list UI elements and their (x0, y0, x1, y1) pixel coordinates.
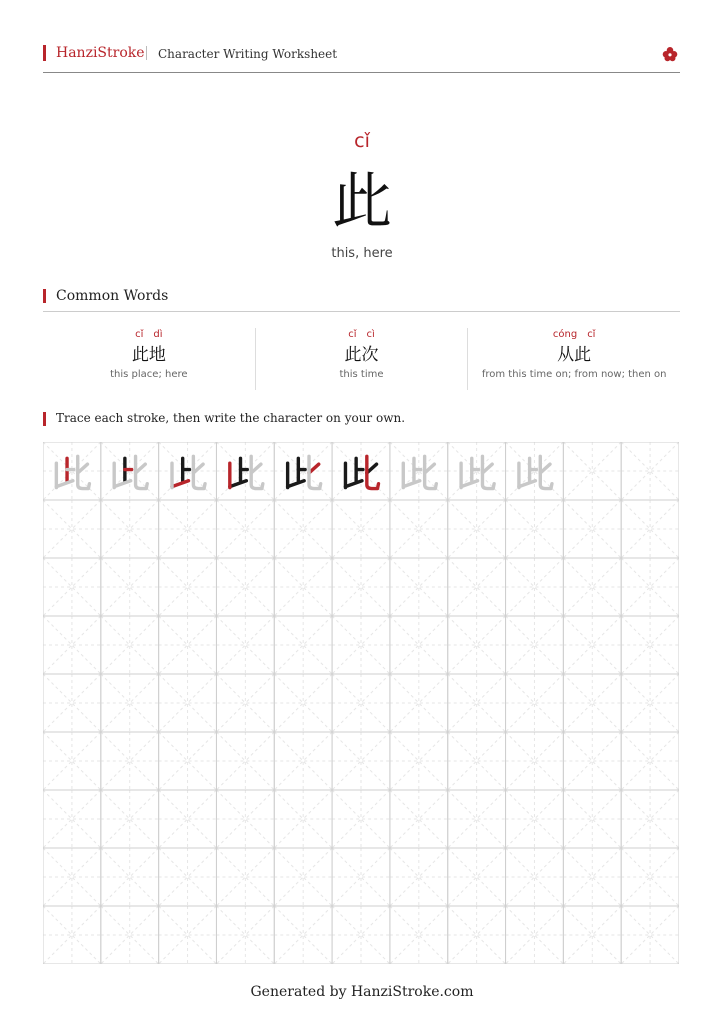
practice-cell[interactable] (448, 616, 506, 674)
practice-cell[interactable] (216, 674, 274, 732)
practice-cell[interactable] (506, 500, 564, 558)
practice-cell[interactable] (274, 558, 332, 616)
practice-cell[interactable] (274, 906, 332, 964)
practice-cell[interactable] (390, 616, 448, 674)
practice-cell[interactable] (506, 848, 564, 906)
practice-cell[interactable] (159, 732, 217, 790)
practice-cell[interactable] (274, 442, 332, 500)
word-item (43, 328, 255, 390)
practice-cell[interactable] (506, 616, 564, 674)
syllable-pinyin: dì (153, 329, 163, 340)
practice-cell[interactable] (159, 848, 217, 906)
word-hanzi: 从此 (557, 345, 592, 365)
word-definition: this place; here (110, 369, 188, 380)
practice-cell[interactable] (43, 906, 101, 964)
practice-cell[interactable] (159, 906, 217, 964)
word-definition: from this time on; from now; then on (481, 369, 667, 380)
brand-name[interactable]: HanziStroke (56, 45, 145, 61)
practice-cell[interactable] (43, 674, 101, 732)
practice-cell[interactable] (390, 906, 448, 964)
practice-cell[interactable] (448, 790, 506, 848)
practice-cell[interactable] (448, 442, 506, 500)
section-rule (43, 311, 680, 312)
practice-cell[interactable] (101, 848, 159, 906)
practice-cell[interactable] (101, 674, 159, 732)
practice-cell[interactable] (332, 790, 390, 848)
flower-icon (662, 46, 678, 62)
practice-cell[interactable] (43, 500, 101, 558)
practice-cell[interactable] (448, 500, 506, 558)
ghost-stroke (519, 481, 536, 487)
character-meaning: this, here (331, 246, 393, 261)
practice-cell[interactable] (274, 500, 332, 558)
practice-cell[interactable] (621, 500, 679, 558)
practice-cell[interactable] (274, 790, 332, 848)
practice-cell[interactable] (43, 616, 101, 674)
practice-cell[interactable] (274, 732, 332, 790)
practice-cell[interactable] (274, 616, 332, 674)
practice-cell[interactable] (332, 674, 390, 732)
practice-instruction: Trace each stroke, then write the character on your own. (56, 411, 406, 425)
word-pinyin (43, 328, 255, 342)
common-words-title: Common Words (56, 288, 169, 304)
practice-cell[interactable] (563, 500, 621, 558)
practice-cell[interactable] (216, 790, 274, 848)
practice-cell[interactable] (332, 442, 390, 500)
practice-cell[interactable] (506, 442, 564, 500)
practice-cell[interactable] (216, 616, 274, 674)
word-hanzi: 此地 (131, 345, 166, 365)
practice-cell[interactable] (43, 790, 101, 848)
word-pinyin (468, 328, 680, 342)
practice-cell[interactable] (43, 442, 101, 500)
practice-cell[interactable] (390, 790, 448, 848)
footer-credit: Generated by HanziStroke.com (250, 984, 474, 1000)
practice-cell[interactable] (216, 442, 274, 500)
practice-cell[interactable] (448, 674, 506, 732)
word-item (467, 328, 680, 390)
practice-cell[interactable] (621, 732, 679, 790)
practice-cell[interactable] (332, 616, 390, 674)
practice-cell[interactable] (159, 674, 217, 732)
section-accent-bar (43, 289, 46, 303)
ghost-stroke (461, 481, 478, 487)
practice-grid[interactable] (43, 442, 679, 964)
practice-cell[interactable] (101, 558, 159, 616)
ghost-stroke (56, 481, 73, 487)
practice-cell[interactable] (216, 848, 274, 906)
syllable-pinyin: cǐ (135, 329, 144, 340)
practice-cell[interactable] (390, 848, 448, 906)
completed-stroke (345, 481, 362, 487)
practice-cell[interactable] (274, 848, 332, 906)
practice-cell[interactable] (159, 790, 217, 848)
practice-cell[interactable] (448, 906, 506, 964)
practice-cell[interactable] (448, 848, 506, 906)
practice-cell[interactable] (101, 906, 159, 964)
practice-cell[interactable] (390, 442, 448, 500)
practice-cell[interactable] (563, 442, 621, 500)
word-item (255, 328, 468, 390)
practice-cell[interactable] (332, 500, 390, 558)
practice-cell[interactable] (563, 732, 621, 790)
ghost-stroke (114, 481, 131, 487)
page-header (43, 43, 680, 65)
practice-cell[interactable] (563, 674, 621, 732)
practice-cell[interactable] (621, 848, 679, 906)
word-pinyin (256, 328, 468, 342)
practice-cell[interactable] (332, 906, 390, 964)
practice-cell[interactable] (159, 500, 217, 558)
practice-cell[interactable] (390, 732, 448, 790)
practice-cell[interactable] (159, 442, 217, 500)
practice-cell[interactable] (390, 674, 448, 732)
practice-cell[interactable] (43, 848, 101, 906)
completed-stroke (288, 481, 305, 487)
practice-cell[interactable] (563, 558, 621, 616)
practice-cell[interactable] (274, 674, 332, 732)
section-accent-bar (43, 412, 46, 426)
practice-cell[interactable] (621, 790, 679, 848)
practice-cell[interactable] (101, 732, 159, 790)
practice-cell[interactable] (101, 790, 159, 848)
header-divider (146, 46, 147, 60)
word-hanzi: 此次 (344, 345, 379, 365)
current-stroke (172, 481, 189, 487)
practice-cell[interactable] (621, 674, 679, 732)
practice-cell[interactable] (506, 790, 564, 848)
header-rule (43, 72, 680, 73)
practice-cell[interactable] (159, 558, 217, 616)
completed-stroke (230, 481, 247, 487)
practice-cell[interactable] (506, 906, 564, 964)
worksheet-subtitle: Character Writing Worksheet (158, 47, 338, 61)
practice-cell[interactable] (159, 616, 217, 674)
syllable-pinyin: cǐ (348, 329, 357, 340)
practice-cell[interactable] (563, 790, 621, 848)
practice-cell[interactable] (43, 732, 101, 790)
practice-cell[interactable] (101, 500, 159, 558)
practice-cell[interactable] (390, 558, 448, 616)
practice-cell[interactable] (390, 500, 448, 558)
practice-cell[interactable] (101, 442, 159, 500)
character-pinyin: cǐ (354, 130, 370, 152)
practice-cell[interactable] (448, 558, 506, 616)
header-accent-bar (43, 45, 46, 61)
practice-cell[interactable] (621, 616, 679, 674)
practice-cell[interactable] (216, 906, 274, 964)
syllable-pinyin: cǐ (587, 329, 596, 340)
practice-cell[interactable] (621, 558, 679, 616)
main-character: 此 (332, 167, 392, 237)
practice-cell[interactable] (216, 732, 274, 790)
practice-cell[interactable] (43, 558, 101, 616)
word-list (43, 328, 680, 390)
practice-cell[interactable] (332, 558, 390, 616)
practice-cell[interactable] (563, 848, 621, 906)
practice-cell[interactable] (563, 906, 621, 964)
practice-cell[interactable] (216, 500, 274, 558)
ghost-stroke (403, 481, 420, 487)
word-definition: this time (339, 369, 384, 380)
syllable-pinyin: cì (366, 329, 375, 340)
practice-cell[interactable] (448, 732, 506, 790)
practice-cell[interactable] (332, 732, 390, 790)
practice-cell[interactable] (506, 732, 564, 790)
practice-cell[interactable] (101, 616, 159, 674)
practice-cell[interactable] (621, 906, 679, 964)
syllable-pinyin: cóng (552, 329, 578, 340)
practice-cell[interactable] (506, 674, 564, 732)
practice-cell[interactable] (332, 848, 390, 906)
practice-cell[interactable] (563, 616, 621, 674)
practice-cell[interactable] (506, 558, 564, 616)
practice-cell[interactable] (216, 558, 274, 616)
practice-cell[interactable] (621, 442, 679, 500)
